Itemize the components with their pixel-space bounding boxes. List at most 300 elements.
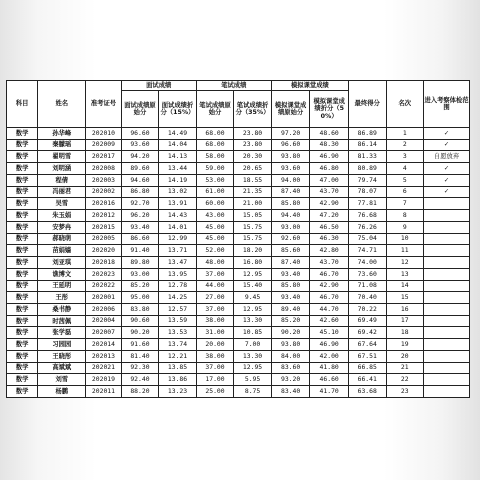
cell-interview-raw: 88.20 — [121, 386, 159, 398]
cell-name: 冯丽君 — [38, 186, 86, 198]
cell-exam-no: 202017 — [86, 151, 121, 163]
cell-subject: 数学 — [7, 233, 38, 245]
cell-interview-raw: 92.40 — [121, 374, 159, 386]
cell-mock-raw: 90.20 — [271, 327, 310, 339]
cell-mock-conv: 42.90 — [310, 280, 349, 292]
cell-pass-range: ✓ — [424, 174, 470, 186]
cell-written-raw: 17.00 — [196, 374, 234, 386]
table-row — [7, 174, 470, 186]
cell-interview-conv: 12.57 — [159, 304, 197, 316]
cell-final-score: 69.42 — [348, 327, 386, 339]
cell-interview-conv: 12.78 — [159, 280, 197, 292]
cell-subject: 数学 — [7, 386, 38, 398]
cell-final-score: 63.68 — [348, 386, 386, 398]
cell-final-score: 75.04 — [348, 233, 386, 245]
cell-written-conv: 5.95 — [234, 374, 272, 386]
header-interview-group: 面试成绩 — [121, 81, 196, 91]
cell-final-score: 80.89 — [348, 163, 386, 175]
cell-pass-range: ✓ — [424, 128, 470, 140]
cell-written-raw: 68.00 — [196, 139, 234, 151]
cell-written-raw: 61.00 — [196, 186, 234, 198]
table-body — [7, 128, 470, 398]
cell-written-raw: 68.00 — [196, 128, 234, 140]
cell-subject: 数学 — [7, 128, 38, 140]
header-rank: 名次 — [386, 81, 424, 128]
cell-mock-raw: 85.20 — [271, 315, 310, 327]
header-interview-raw: 面试成绩原始分 — [121, 91, 159, 128]
cell-mock-conv: 45.10 — [310, 327, 349, 339]
table-row — [7, 139, 470, 151]
cell-name: 秦朦瑶 — [38, 139, 86, 151]
cell-rank: 18 — [386, 327, 424, 339]
cell-interview-conv: 13.47 — [159, 257, 197, 269]
cell-subject: 数学 — [7, 268, 38, 280]
table-row — [7, 327, 470, 339]
cell-interview-conv: 13.91 — [159, 198, 197, 210]
cell-pass-range — [424, 280, 470, 292]
cell-written-conv: 13.30 — [234, 350, 272, 362]
cell-pass-range — [424, 327, 470, 339]
cell-mock-conv: 42.60 — [310, 315, 349, 327]
cell-written-conv: 18.20 — [234, 245, 272, 257]
cell-final-score: 66.41 — [348, 374, 386, 386]
cell-written-raw: 60.00 — [196, 198, 234, 210]
cell-exam-no: 202010 — [86, 128, 121, 140]
cell-written-raw: 48.00 — [196, 257, 234, 269]
cell-final-score: 81.33 — [348, 151, 386, 163]
cell-name: 王延明 — [38, 280, 86, 292]
cell-written-conv: 15.40 — [234, 280, 272, 292]
header-mock-raw: 模拟课堂成绩原始分 — [271, 91, 310, 128]
cell-interview-raw: 86.60 — [121, 233, 159, 245]
cell-mock-conv: 41.70 — [310, 386, 349, 398]
header-row-top — [7, 81, 470, 91]
cell-interview-raw: 90.20 — [121, 327, 159, 339]
cell-pass-range — [424, 304, 470, 316]
cell-rank: 13 — [386, 268, 424, 280]
cell-mock-conv: 44.70 — [310, 304, 349, 316]
cell-rank: 20 — [386, 350, 424, 362]
cell-mock-raw: 83.60 — [271, 362, 310, 374]
cell-mock-raw: 85.80 — [271, 198, 310, 210]
cell-subject: 数学 — [7, 280, 38, 292]
cell-name: 吴雪 — [38, 198, 86, 210]
cell-mock-raw: 89.40 — [271, 304, 310, 316]
cell-mock-conv: 43.70 — [310, 186, 349, 198]
cell-subject: 数学 — [7, 163, 38, 175]
cell-pass-range: ✓ — [424, 163, 470, 175]
cell-written-conv: 10.85 — [234, 327, 272, 339]
cell-name: 安梦冉 — [38, 221, 86, 233]
cell-exam-no: 202014 — [86, 339, 121, 351]
cell-name: 刘明涵 — [38, 163, 86, 175]
table-row — [7, 280, 470, 292]
cell-pass-range — [424, 292, 470, 304]
cell-exam-no: 202020 — [86, 245, 121, 257]
cell-written-raw: 59.00 — [196, 163, 234, 175]
cell-interview-conv: 14.01 — [159, 221, 197, 233]
cell-interview-raw: 85.20 — [121, 280, 159, 292]
cell-mock-raw: 85.60 — [271, 245, 310, 257]
cell-pass-range — [424, 257, 470, 269]
cell-mock-conv: 46.30 — [310, 233, 349, 245]
table-row — [7, 210, 470, 222]
cell-mock-conv: 42.80 — [310, 245, 349, 257]
cell-final-score: 76.68 — [348, 210, 386, 222]
cell-mock-conv: 47.00 — [310, 174, 349, 186]
table-row — [7, 315, 470, 327]
cell-rank: 1 — [386, 128, 424, 140]
cell-final-score: 70.22 — [348, 304, 386, 316]
header-interview-conv: 面试成绩折分（15%） — [159, 91, 197, 128]
cell-name: 谯博文 — [38, 268, 86, 280]
cell-written-raw: 20.00 — [196, 339, 234, 351]
header-exam-no: 准考证号 — [86, 81, 121, 128]
cell-exam-no: 202019 — [86, 374, 121, 386]
cell-written-conv: 8.75 — [234, 386, 272, 398]
cell-subject: 数学 — [7, 151, 38, 163]
header-written-group: 笔试成绩 — [196, 81, 271, 91]
cell-written-conv: 12.95 — [234, 362, 272, 374]
cell-interview-raw: 93.00 — [121, 268, 159, 280]
cell-name: 杨鹏 — [38, 386, 86, 398]
cell-mock-conv: 46.90 — [310, 339, 349, 351]
cell-exam-no: 202008 — [86, 163, 121, 175]
cell-pass-range — [424, 198, 470, 210]
cell-interview-raw: 83.80 — [121, 304, 159, 316]
cell-pass-range — [424, 386, 470, 398]
cell-exam-no: 202007 — [86, 327, 121, 339]
cell-rank: 10 — [386, 233, 424, 245]
cell-rank: 22 — [386, 374, 424, 386]
cell-exam-no: 202016 — [86, 198, 121, 210]
cell-interview-raw: 89.80 — [121, 257, 159, 269]
cell-interview-conv: 13.74 — [159, 339, 197, 351]
cell-mock-raw: 92.60 — [271, 233, 310, 245]
cell-mock-raw: 93.00 — [271, 221, 310, 233]
cell-rank: 9 — [386, 221, 424, 233]
header-mock-group: 模拟课堂成绩 — [271, 81, 348, 91]
cell-pass-range: ✓ — [424, 139, 470, 151]
cell-rank: 6 — [386, 186, 424, 198]
cell-mock-raw: 85.80 — [271, 280, 310, 292]
table-row — [7, 221, 470, 233]
table-row — [7, 257, 470, 269]
cell-interview-conv: 12.21 — [159, 350, 197, 362]
cell-mock-raw: 93.40 — [271, 292, 310, 304]
cell-written-conv: 7.00 — [234, 339, 272, 351]
cell-name: 苗娟嫱 — [38, 245, 86, 257]
cell-final-score: 70.40 — [348, 292, 386, 304]
cell-written-conv: 20.65 — [234, 163, 272, 175]
cell-rank: 2 — [386, 139, 424, 151]
table-row — [7, 268, 470, 280]
cell-mock-conv: 48.60 — [310, 128, 349, 140]
cell-interview-raw: 91.40 — [121, 245, 159, 257]
cell-mock-raw: 94.00 — [271, 174, 310, 186]
table-row — [7, 350, 470, 362]
header-written-raw: 笔试成绩原始分 — [196, 91, 234, 128]
table-row — [7, 198, 470, 210]
cell-name: 高斌斌 — [38, 362, 86, 374]
cell-interview-raw: 81.40 — [121, 350, 159, 362]
cell-interview-raw: 92.30 — [121, 362, 159, 374]
cell-written-raw: 43.00 — [196, 210, 234, 222]
cell-name: 时茜佩 — [38, 315, 86, 327]
cell-mock-raw: 93.80 — [271, 339, 310, 351]
cell-written-raw: 45.00 — [196, 233, 234, 245]
cell-pass-range — [424, 350, 470, 362]
cell-exam-no: 202015 — [86, 221, 121, 233]
cell-pass-range — [424, 245, 470, 257]
table-row — [7, 292, 470, 304]
cell-mock-conv: 46.50 — [310, 221, 349, 233]
cell-written-conv: 21.00 — [234, 198, 272, 210]
cell-pass-range: ✓ — [424, 186, 470, 198]
cell-subject: 数学 — [7, 186, 38, 198]
cell-interview-raw: 89.60 — [121, 163, 159, 175]
cell-exam-no: 202002 — [86, 186, 121, 198]
cell-mock-raw: 94.40 — [271, 210, 310, 222]
cell-written-raw: 58.00 — [196, 151, 234, 163]
cell-written-conv: 16.80 — [234, 257, 272, 269]
cell-final-score: 71.08 — [348, 280, 386, 292]
cell-final-score: 76.26 — [348, 221, 386, 233]
cell-mock-conv: 46.60 — [310, 374, 349, 386]
cell-written-raw: 37.00 — [196, 362, 234, 374]
cell-interview-raw: 94.60 — [121, 174, 159, 186]
cell-exam-no: 202006 — [86, 304, 121, 316]
score-table — [6, 80, 470, 398]
cell-written-raw: 52.00 — [196, 245, 234, 257]
cell-mock-conv: 46.70 — [310, 268, 349, 280]
cell-written-conv: 23.80 — [234, 128, 272, 140]
cell-exam-no: 202001 — [86, 292, 121, 304]
header-final-score: 最终得分 — [348, 81, 386, 128]
cell-final-score: 69.49 — [348, 315, 386, 327]
cell-final-score: 74.00 — [348, 257, 386, 269]
cell-interview-conv: 14.04 — [159, 139, 197, 151]
cell-interview-conv: 13.53 — [159, 327, 197, 339]
table-row — [7, 151, 470, 163]
cell-pass-range — [424, 374, 470, 386]
cell-interview-conv: 14.19 — [159, 174, 197, 186]
cell-subject: 数学 — [7, 221, 38, 233]
cell-mock-conv: 46.70 — [310, 292, 349, 304]
cell-name: 王晓彤 — [38, 350, 86, 362]
cell-written-conv: 15.75 — [234, 221, 272, 233]
cell-rank: 21 — [386, 362, 424, 374]
cell-final-score: 77.81 — [348, 198, 386, 210]
cell-subject: 数学 — [7, 174, 38, 186]
cell-name: 孙华峰 — [38, 128, 86, 140]
cell-subject: 数学 — [7, 139, 38, 151]
cell-final-score: 78.07 — [348, 186, 386, 198]
cell-rank: 8 — [386, 210, 424, 222]
header-written-conv: 笔试成绩折分（35%） — [234, 91, 272, 128]
cell-interview-raw: 94.20 — [121, 151, 159, 163]
cell-pass-range — [424, 210, 470, 222]
cell-written-raw: 45.00 — [196, 221, 234, 233]
cell-interview-conv: 13.44 — [159, 163, 197, 175]
cell-subject: 数学 — [7, 315, 38, 327]
cell-written-raw: 37.00 — [196, 304, 234, 316]
cell-written-raw: 25.00 — [196, 386, 234, 398]
cell-interview-conv: 14.49 — [159, 128, 197, 140]
cell-interview-raw: 90.60 — [121, 315, 159, 327]
cell-name: 桑书静 — [38, 304, 86, 316]
cell-interview-raw: 91.60 — [121, 339, 159, 351]
cell-name: 刘雪 — [38, 374, 86, 386]
cell-interview-conv: 14.43 — [159, 210, 197, 222]
cell-written-raw: 27.00 — [196, 292, 234, 304]
cell-name: 程倩 — [38, 174, 86, 186]
header-mock-conv: 模拟课堂成绩折分（50%） — [310, 91, 349, 128]
cell-subject: 数学 — [7, 257, 38, 269]
cell-interview-conv: 13.23 — [159, 386, 197, 398]
cell-interview-raw: 96.20 — [121, 210, 159, 222]
cell-written-conv: 12.95 — [234, 268, 272, 280]
cell-pass-range: 自愿放弃 — [424, 151, 470, 163]
cell-exam-no: 202009 — [86, 139, 121, 151]
cell-exam-no: 202021 — [86, 362, 121, 374]
cell-exam-no: 202005 — [86, 233, 121, 245]
cell-mock-conv: 41.80 — [310, 362, 349, 374]
cell-interview-raw: 86.80 — [121, 186, 159, 198]
cell-mock-raw: 83.40 — [271, 386, 310, 398]
cell-subject: 数学 — [7, 304, 38, 316]
cell-written-conv: 15.75 — [234, 233, 272, 245]
cell-final-score: 79.74 — [348, 174, 386, 186]
cell-exam-no: 202011 — [86, 386, 121, 398]
cell-final-score: 67.64 — [348, 339, 386, 351]
cell-name: 习园园 — [38, 339, 86, 351]
cell-final-score: 86.89 — [348, 128, 386, 140]
cell-subject: 数学 — [7, 374, 38, 386]
cell-rank: 11 — [386, 245, 424, 257]
cell-interview-raw: 92.70 — [121, 198, 159, 210]
cell-mock-conv: 46.90 — [310, 151, 349, 163]
table-row — [7, 374, 470, 386]
table-row — [7, 386, 470, 398]
cell-name: 张学磊 — [38, 327, 86, 339]
cell-rank: 19 — [386, 339, 424, 351]
score-sheet — [6, 80, 470, 398]
cell-name: 刘亚琪 — [38, 257, 86, 269]
cell-subject: 数学 — [7, 245, 38, 257]
cell-interview-conv: 12.99 — [159, 233, 197, 245]
table-row — [7, 245, 470, 257]
cell-mock-conv: 42.90 — [310, 198, 349, 210]
cell-written-raw: 53.00 — [196, 174, 234, 186]
cell-mock-raw: 93.60 — [271, 163, 310, 175]
cell-pass-range — [424, 339, 470, 351]
cell-pass-range — [424, 315, 470, 327]
cell-mock-raw: 93.40 — [271, 268, 310, 280]
cell-mock-raw: 96.60 — [271, 139, 310, 151]
cell-subject: 数学 — [7, 327, 38, 339]
cell-rank: 12 — [386, 257, 424, 269]
cell-written-conv: 13.30 — [234, 315, 272, 327]
cell-rank: 7 — [386, 198, 424, 210]
cell-final-score: 67.51 — [348, 350, 386, 362]
cell-final-score: 66.85 — [348, 362, 386, 374]
cell-interview-conv: 13.02 — [159, 186, 197, 198]
cell-interview-conv: 13.86 — [159, 374, 197, 386]
cell-exam-no: 202013 — [86, 350, 121, 362]
cell-interview-conv: 13.59 — [159, 315, 197, 327]
cell-mock-raw: 87.40 — [271, 257, 310, 269]
cell-interview-conv: 13.85 — [159, 362, 197, 374]
cell-mock-raw: 97.20 — [271, 128, 310, 140]
table-row — [7, 339, 470, 351]
cell-interview-raw: 96.60 — [121, 128, 159, 140]
cell-interview-raw: 93.40 — [121, 221, 159, 233]
cell-pass-range — [424, 233, 470, 245]
cell-rank: 23 — [386, 386, 424, 398]
cell-written-conv: 18.55 — [234, 174, 272, 186]
cell-final-score: 86.14 — [348, 139, 386, 151]
cell-final-score: 73.60 — [348, 268, 386, 280]
cell-written-raw: 31.00 — [196, 327, 234, 339]
table-row — [7, 304, 470, 316]
cell-pass-range — [424, 362, 470, 374]
table-row — [7, 362, 470, 374]
cell-subject: 数学 — [7, 339, 38, 351]
cell-interview-raw: 95.00 — [121, 292, 159, 304]
cell-subject: 数学 — [7, 362, 38, 374]
cell-interview-conv: 14.13 — [159, 151, 197, 163]
cell-mock-conv: 47.20 — [310, 210, 349, 222]
cell-interview-raw: 93.60 — [121, 139, 159, 151]
cell-exam-no: 202003 — [86, 174, 121, 186]
cell-name: 翟明雪 — [38, 151, 86, 163]
cell-rank: 3 — [386, 151, 424, 163]
table-row — [7, 233, 470, 245]
cell-exam-no: 202023 — [86, 268, 121, 280]
cell-written-conv: 9.45 — [234, 292, 272, 304]
cell-exam-no: 202018 — [86, 257, 121, 269]
table-row — [7, 186, 470, 198]
cell-written-raw: 38.00 — [196, 350, 234, 362]
cell-name: 朱玉娟 — [38, 210, 86, 222]
cell-written-conv: 15.05 — [234, 210, 272, 222]
cell-final-score: 74.71 — [348, 245, 386, 257]
cell-rank: 4 — [386, 163, 424, 175]
cell-written-conv: 23.80 — [234, 139, 272, 151]
cell-interview-conv: 13.71 — [159, 245, 197, 257]
cell-exam-no: 202012 — [86, 210, 121, 222]
header-name: 姓名 — [38, 81, 86, 128]
cell-written-raw: 37.00 — [196, 268, 234, 280]
cell-name: 郝晓萌 — [38, 233, 86, 245]
table-row — [7, 128, 470, 140]
cell-written-conv: 12.95 — [234, 304, 272, 316]
header-pass-range: 进入考察体检范围 — [424, 81, 470, 128]
cell-mock-raw: 93.20 — [271, 374, 310, 386]
cell-mock-conv: 48.30 — [310, 139, 349, 151]
cell-rank: 5 — [386, 174, 424, 186]
cell-mock-raw: 93.80 — [271, 151, 310, 163]
cell-written-raw: 38.00 — [196, 315, 234, 327]
table-row — [7, 163, 470, 175]
cell-pass-range — [424, 221, 470, 233]
cell-subject: 数学 — [7, 198, 38, 210]
cell-name: 王彤 — [38, 292, 86, 304]
cell-rank: 14 — [386, 280, 424, 292]
cell-written-conv: 20.30 — [234, 151, 272, 163]
header-subject: 科目 — [7, 81, 38, 128]
